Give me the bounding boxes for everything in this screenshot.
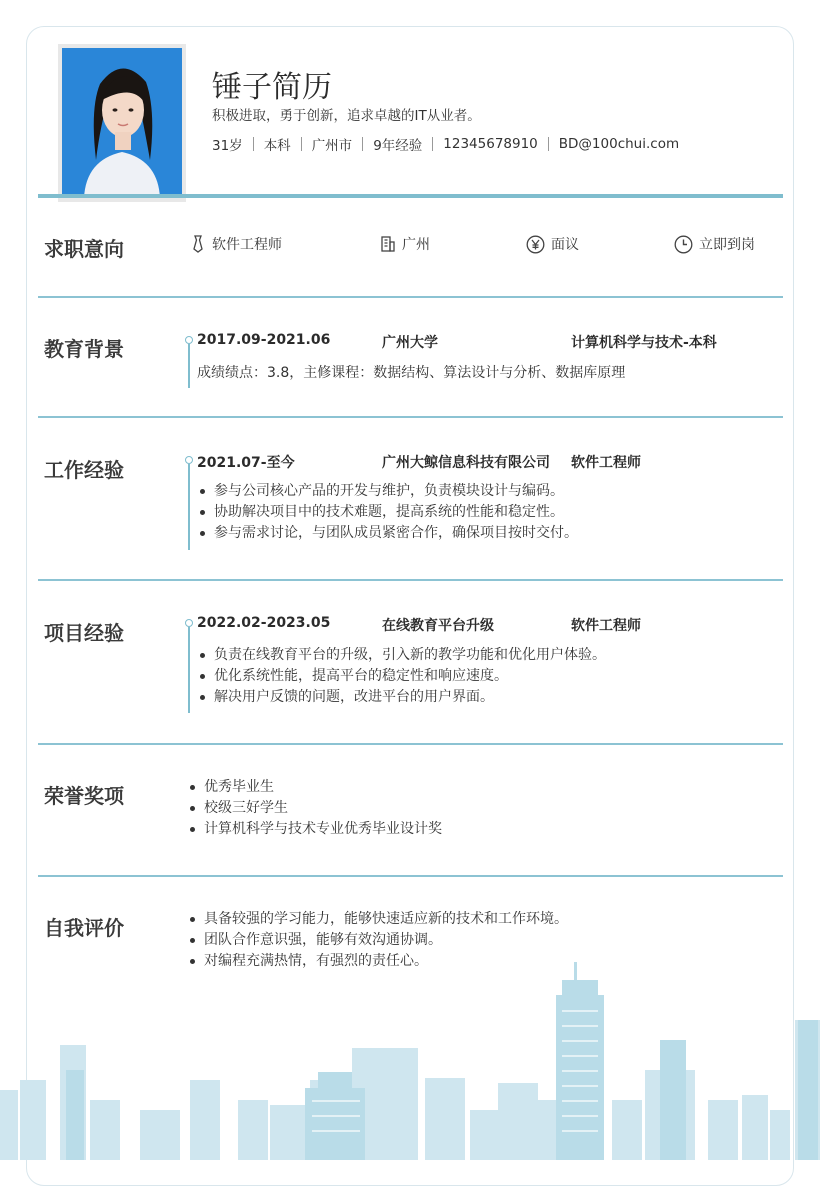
section-title-education: 教育背景: [44, 337, 124, 361]
timeline-line: [188, 627, 190, 713]
yen-icon: [526, 235, 545, 254]
tie-icon: [190, 235, 206, 253]
list-item: 优化系统性能，提高平台的稳定性和响应速度。: [196, 666, 606, 687]
section-title-honors: 荣誉奖项: [44, 784, 124, 808]
timeline-dot: [185, 456, 193, 464]
basic-info: [212, 134, 679, 154]
section-title-work: 工作经验: [44, 458, 124, 482]
timeline-line: [188, 344, 190, 388]
education-detail: 成绩绩点：3.8，主修课程：数据结构、算法设计与分析、数据库原理: [197, 365, 626, 381]
intent-position: [190, 234, 282, 254]
divider: [548, 137, 549, 151]
timeline-dot: [185, 619, 193, 627]
project-period: 2022.02-2023.05: [197, 615, 331, 631]
intent-salary: [526, 234, 579, 254]
info-phone: 12345678910: [443, 136, 538, 152]
project-role: 软件工程师: [571, 618, 641, 634]
list-item: 解决用户反馈的问题，改进平台的用户界面。: [196, 687, 606, 708]
section-title-intent: 求职意向: [44, 237, 124, 261]
education-period: 2017.09-2021.06: [197, 332, 331, 348]
section-divider: [38, 579, 783, 581]
info-degree: 本科: [263, 138, 291, 154]
clock-icon: [674, 235, 693, 254]
section-divider: [38, 416, 783, 418]
project-name: 在线教育平台升级: [382, 618, 494, 634]
intent-availability-label: 立即到岗: [699, 237, 755, 253]
list-item: 对编程充满热情，有强烈的责任心。: [186, 951, 568, 972]
list-item: 参与需求讨论，与团队成员紧密合作，确保项目按时交付。: [196, 523, 578, 544]
intent-position-label: 软件工程师: [212, 237, 282, 253]
info-city: 广州市: [311, 138, 353, 154]
info-experience: 9年经验: [373, 138, 423, 154]
list-item: 协助解决项目中的技术难题，提高系统的性能和稳定性。: [196, 502, 578, 523]
section-divider: [38, 296, 783, 298]
education-school: 广州大学: [382, 335, 438, 351]
divider: [301, 137, 302, 151]
intent-salary-label: 面议: [551, 237, 579, 253]
list-item: 负责在线教育平台的升级，引入新的教学功能和优化用户体验。: [196, 645, 606, 666]
section-title-project: 项目经验: [44, 621, 124, 645]
info-email: BD@100chui.com: [558, 136, 680, 152]
intent-city-label: 广州: [402, 237, 430, 253]
section-divider: [38, 743, 783, 745]
divider: [253, 137, 254, 151]
section-divider: [38, 875, 783, 877]
intent-city: [380, 234, 430, 254]
work-company: 广州大鲸信息科技有限公司: [382, 455, 550, 471]
list-item: 计算机科学与技术专业优秀毕业设计奖: [186, 819, 442, 840]
profile-photo: [58, 44, 186, 202]
education-major: 计算机科学与技术-本科: [571, 335, 717, 351]
divider: [362, 137, 363, 151]
header-divider: [38, 194, 783, 198]
work-period: 2021.07-至今: [197, 455, 295, 471]
timeline-dot: [185, 336, 193, 344]
list-item: 参与公司核心产品的开发与维护，负责模块设计与编码。: [196, 481, 578, 502]
work-role: 软件工程师: [571, 455, 641, 471]
divider: [432, 137, 433, 151]
intent-availability: [674, 234, 755, 254]
building-icon: [380, 235, 396, 253]
list-item: 具备较强的学习能力，能够快速适应新的技术和工作环境。: [186, 909, 568, 930]
timeline-line: [188, 464, 190, 550]
section-title-self-eval: 自我评价: [44, 916, 124, 940]
honors-list: [186, 777, 442, 840]
project-duties: [196, 645, 606, 708]
list-item: 优秀毕业生: [186, 777, 442, 798]
city-skyline-illustration: [0, 960, 820, 1160]
info-age: 31岁: [212, 138, 243, 154]
work-duties: [196, 481, 578, 544]
resume-slogan: 积极进取，勇于创新，追求卓越的IT从业者。: [212, 108, 481, 124]
resume-name: 锤子简历: [212, 70, 332, 105]
list-item: 团队合作意识强，能够有效沟通协调。: [186, 930, 568, 951]
list-item: 校级三好学生: [186, 798, 442, 819]
